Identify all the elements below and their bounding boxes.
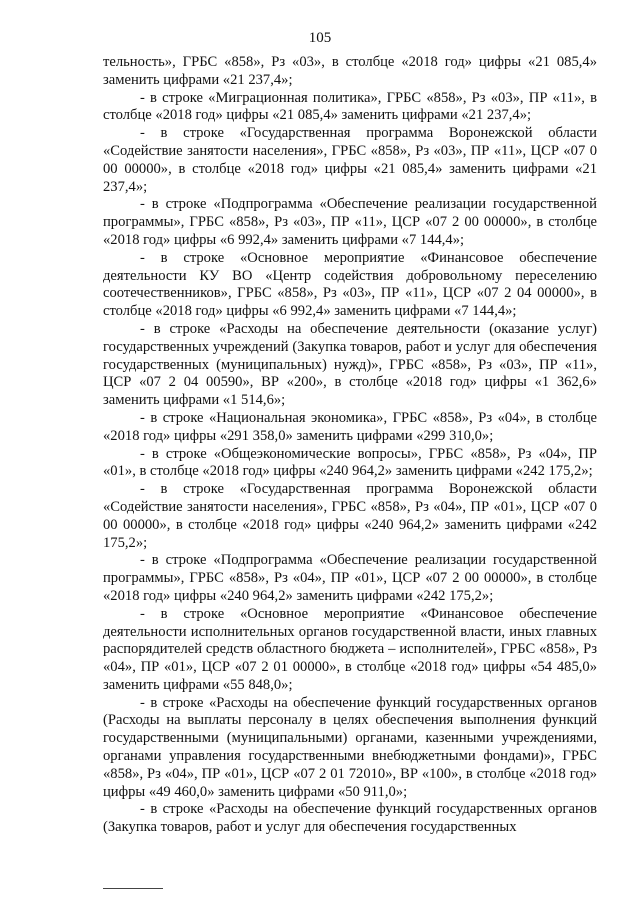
paragraph: - в строке «Подпрограмма «Обеспечение реализации государственной программы», ГРБС «858», Рз «03», ПР «11», ЦСР «07 2 00 00000», в столбце «2018 год» цифры «6 992,4» заменить цифрами «7 144,4»; (103, 196, 597, 248)
paragraph: - в строке «Миграционная политика», ГРБС «858», Рз «03», ПР «11», в столбце «2018 год» цифры «21 085,4» заменить цифрами «21 237,4»; (103, 89, 597, 124)
paragraph: - в строке «Основное мероприятие «Финансовое обеспечение деятельности КУ ВО «Центр содействия добровольному переселению соотечественников», ГРБС «858», Рз «03», ПР «11», ЦСР «07 2 04 00000», в столбце «2018 год» цифры «6 992,4» заменить цифрами «7 144,4»; (103, 249, 597, 320)
paragraph: - в строке «Государственная программа Воронежской области «Содействие занятости населения», ГРБС «858», Рз «04», ПР «01», ЦСР «07 0 00 00000», в столбце «2018 год» цифры «240 964,2» заменить цифрами «242 175,2»; (103, 481, 597, 551)
paragraph-continuation: тельность», ГРБС «858», Рз «03», в столбце «2018 год» цифры «21 085,4» заменить цифрами «21 237,4»; (103, 54, 597, 88)
paragraph: - в строке «Подпрограмма «Обеспечение реализации государственной программы», ГРБС «858», Рз «04», ПР «01», ЦСР «07 2 00 00000», в столбце «2018 год» цифры «240 964,2» заменить цифрами «242 175,2»; (103, 552, 597, 604)
paragraph: - в строке «Общеэкономические вопросы», ГРБС «858», Рз «04», ПР «01», в столбце «2018 год» цифры «240 964,2» заменить цифрами «242 175,2»; (103, 445, 597, 480)
paragraph: - в строке «Основное мероприятие «Финансовое обеспечение деятельности исполнительных органов государственной власти, иных главных распорядителей средств областного бюджета – исполнителей», ГРБС «858», Рз «04», ПР «01», ЦСР «07 2 01 00000», в столбце «2018 год» цифры «54 485,0» заменить цифрами «55 848,0»; (103, 605, 597, 693)
paragraph: - в строке «Государственная программа Воронежской области «Содействие занятости населения», ГРБС «858», Рз «03», ПР «11», ЦСР «07 0 00 00000», в столбце «2018 год» цифры «21 085,4» заменить цифрами «21 237,4»; (103, 125, 597, 195)
paragraph: - в строке «Расходы на обеспечение функций государственных органов (Закупка товаров, работ и услуг для обеспечения государственных (103, 801, 597, 836)
document-body (103, 54, 597, 837)
page-number: 105 (308, 30, 332, 46)
paragraph: - в строке «Расходы на обеспечение деятельности (оказание услуг) государственных учреждений (Закупка товаров, работ и услуг для обеспечения государственных (муниципальных) нужд)», ГРБС «858», Рз «03», ПР «11», ЦСР «07 2 04 00590», ВР «200», в столбце «2018 год» цифры «1 362,6» заменить цифрами «1 514,6»; (103, 320, 597, 409)
footer-divider (103, 888, 163, 889)
paragraph: - в строке «Расходы на обеспечение функций государственных органов (Расходы на выплаты персоналу в целях обеспечения выполнения функций государственными (муниципальными) органами, казенными учреждениями, органами управления государственными внебюджетными фондами)», ГРБС «858», Рз «04», ПР «01», ЦСР «07 2 01 72010», ВР «100», в столбце «2018 год» цифры «49 460,0» заменить цифрами «50 911,0»; (103, 694, 597, 800)
paragraph: - в строке «Национальная экономика», ГРБС «858», Рз «04», в столбце «2018 год» цифры «291 358,0» заменить цифрами «299 310,0»; (103, 409, 597, 444)
